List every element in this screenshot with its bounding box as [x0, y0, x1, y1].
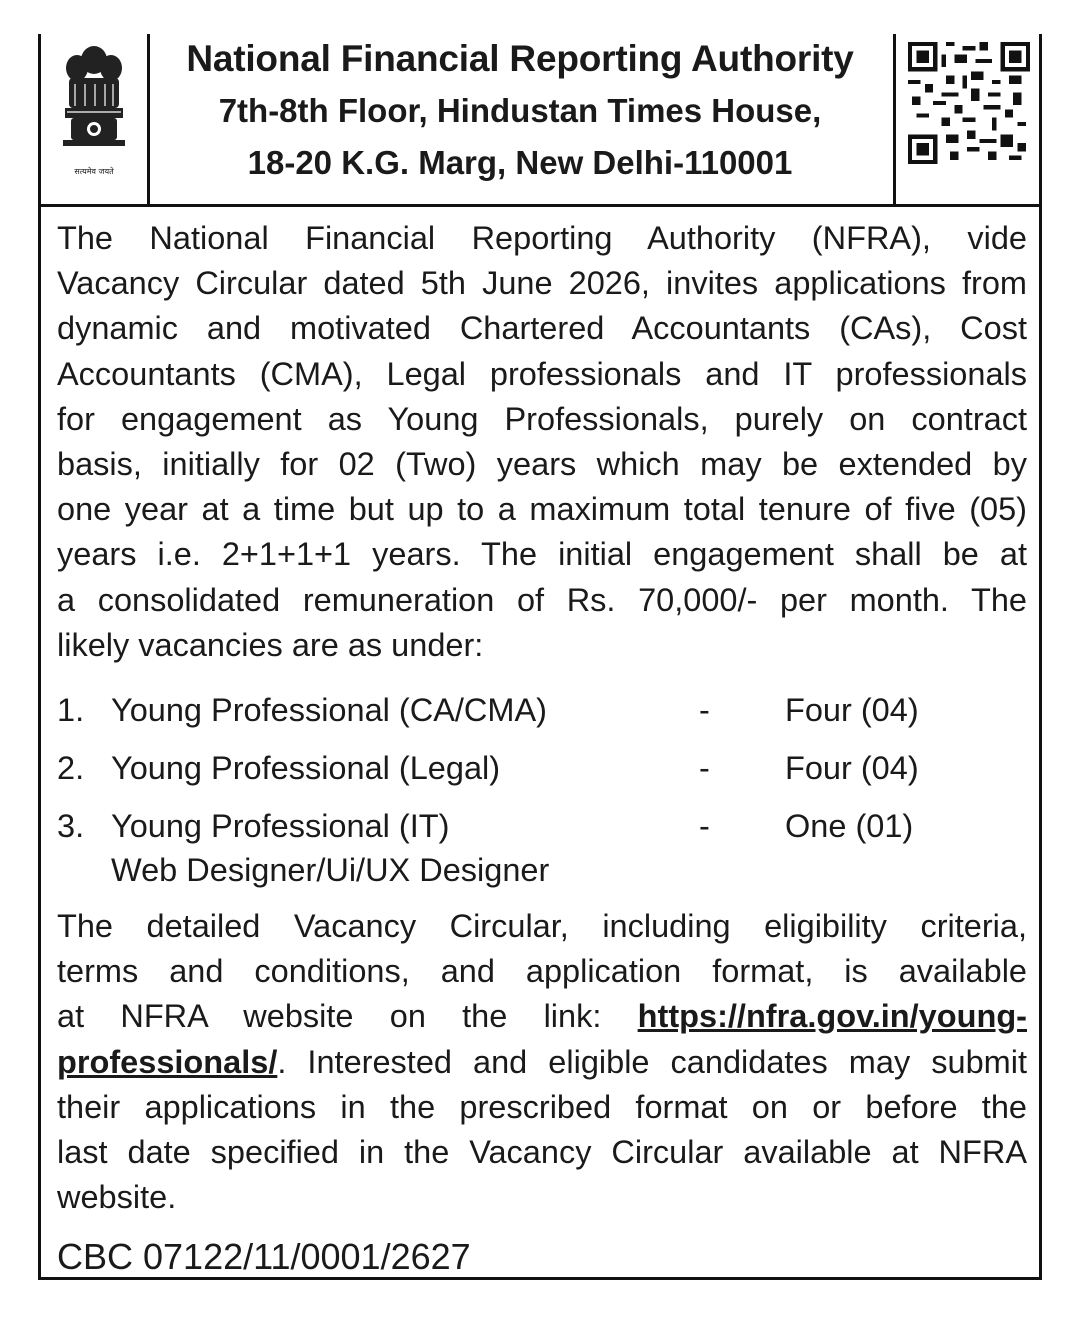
- org-name: National Financial Reporting Authority: [186, 38, 854, 79]
- intro-line: a consolidated remuneration of Rs. 70,000/- per month. The: [57, 581, 1027, 618]
- vacancy-item: [57, 686, 1027, 744]
- vacancy-post: Young Professional (CA/CMA): [111, 692, 547, 729]
- intro-line: one year at a time but up to a maximum total tenure of five (05): [57, 491, 1027, 528]
- address-line-2: 18-20 K.G. Marg, New Delhi-110001: [247, 144, 793, 181]
- vacancy-item: [57, 802, 1027, 904]
- intro-line: for engagement as Young Professionals, purely on contract: [57, 400, 1027, 437]
- vacancy-number: 3.: [57, 808, 85, 845]
- advertisement-frame: [38, 34, 1042, 1280]
- header: [41, 34, 1039, 207]
- vacancy-number: 2.: [57, 750, 85, 787]
- intro-line: dynamic and motivated Chartered Accountants (CAs), Cost: [57, 310, 1027, 347]
- notice-body: [57, 216, 1027, 1278]
- emblem-motto: सत्यमेव जयते: [74, 167, 114, 176]
- emblem-cell: [41, 34, 150, 204]
- closing-line: last date specified in the Vacancy Circular available at NFRA: [57, 1134, 1027, 1171]
- closing-paragraph: [57, 904, 1027, 1220]
- vacancy-circular-link[interactable]: https://nfra.gov.in/young-: [637, 998, 1027, 1035]
- vacancy-number: 1.: [57, 692, 85, 729]
- intro-line: basis, initially for 02 (Two) years which may be extended by: [57, 446, 1027, 483]
- vacancy-count: Four (04): [785, 750, 919, 787]
- vacancy-post: Young Professional (IT): [111, 808, 450, 845]
- closing-line: [57, 994, 1027, 1039]
- vacancy-subtitle: Web Designer/Ui/UX Designer: [111, 852, 550, 889]
- intro-line: likely vacancies are as under:: [57, 626, 484, 663]
- address-line-1: 7th-8th Floor, Hindustan Times House,: [218, 92, 822, 129]
- intro-line: years i.e. 2+1+1+1 years. The initial engagement shall be at: [57, 536, 1027, 573]
- reference-code: CBC 07122/11/0001/2627: [57, 1236, 471, 1278]
- state-emblem-icon: [55, 40, 133, 164]
- closing-text: at NFRA website on the link:: [57, 998, 638, 1035]
- qr-code-icon: [908, 42, 1030, 164]
- qr-cell: [893, 34, 1042, 204]
- vacancy-count: One (01): [785, 808, 914, 845]
- intro-line: Vacancy Circular dated 5th June 2026, invites applications from: [57, 265, 1027, 302]
- vacancy-item: [57, 744, 1027, 802]
- vacancy-post: Young Professional (Legal): [111, 750, 501, 787]
- closing-line: [57, 1040, 1027, 1085]
- closing-line: terms and conditions, and application format, is available: [57, 953, 1027, 990]
- intro-line: Accountants (CMA), Legal professionals and IT professionals: [57, 355, 1027, 392]
- title-cell: [150, 34, 890, 204]
- vacancy-dash: -: [699, 692, 710, 729]
- vacancy-dash: -: [699, 808, 710, 845]
- vacancy-count: Four (04): [785, 692, 919, 729]
- closing-line: website.: [57, 1179, 177, 1216]
- intro-line: The National Financial Reporting Authority (NFRA), vide: [57, 220, 1027, 256]
- closing-line: The detailed Vacancy Circular, including eligibility criteria,: [57, 908, 1027, 945]
- intro-paragraph: [57, 216, 1027, 668]
- closing-text: . Interested and eligible candidates may submit: [277, 1043, 1027, 1080]
- vacancy-dash: -: [699, 750, 710, 787]
- vacancy-circular-link-continued[interactable]: professionals/: [57, 1043, 278, 1080]
- closing-line: their applications in the prescribed format on or before the: [57, 1088, 1027, 1125]
- vacancy-list: [57, 686, 1027, 904]
